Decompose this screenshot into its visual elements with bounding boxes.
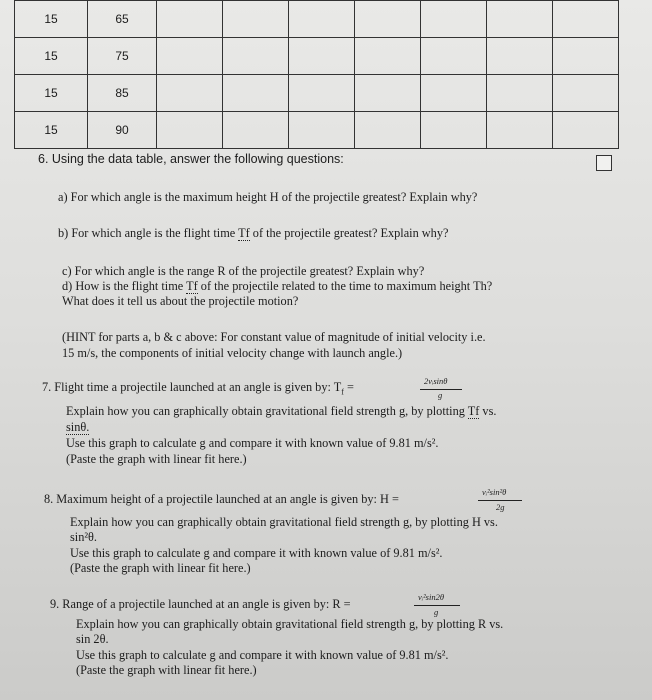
question-9-line3: sin 2θ.	[76, 632, 109, 646]
question-7-text: 7. Flight time a projectile launched at an angle is given by: T	[42, 380, 342, 394]
table-cell	[223, 75, 289, 112]
table-cell	[421, 75, 487, 112]
table-cell	[223, 38, 289, 75]
question-8-line3: sin²θ.	[70, 530, 98, 544]
question-8-line1: 8. Maximum height of a projectile launched at an angle is given by: H =	[44, 492, 399, 506]
table-cell	[487, 75, 553, 112]
checkbox[interactable]	[596, 155, 612, 171]
formula-denominator: 2g	[496, 502, 505, 512]
table-cell	[553, 112, 619, 149]
table-cell	[157, 75, 223, 112]
hint-line-2: 15 m/s, the components of initial velocity change with launch angle.)	[62, 346, 403, 360]
table-cell: 75	[88, 38, 157, 75]
question-9-line5: (Paste the graph with linear fit here.)	[76, 663, 257, 677]
hint-line-1: (HINT for parts a, b & c above: For constant value of magnitude of initial velocity i.e.	[62, 330, 486, 344]
table-cell: 15	[15, 75, 88, 112]
table-cell	[223, 1, 289, 38]
question-7-vs: vs.	[479, 404, 497, 418]
question-6d-pre: d) How is the flight time	[62, 279, 187, 293]
question-7-line1	[42, 380, 354, 399]
table-cell	[355, 1, 421, 38]
table-row	[15, 1, 619, 38]
question-9-line2: Explain how you can graphically obtain gravitational field strength g, by plotting R vs.	[76, 617, 504, 631]
question-9-line4: Use this graph to calculate g and compare it with known value of 9.81 m/s².	[76, 648, 449, 662]
question-7-line4: Use this graph to calculate g and compare it with known value of 9.81 m/s².	[66, 436, 439, 450]
data-table	[14, 0, 619, 149]
question-7-line3	[66, 420, 89, 435]
fraction-bar	[478, 500, 522, 501]
table-cell	[421, 38, 487, 75]
table-cell	[289, 1, 355, 38]
table-cell	[421, 1, 487, 38]
question-6d	[62, 279, 492, 294]
table-cell	[223, 112, 289, 149]
formula-numerator: vᵢ²sin2θ	[418, 592, 445, 602]
formula-numerator: vᵢ²sin²θ	[482, 487, 507, 497]
question-6d-line2: What does it tell us about the projectile motion?	[62, 294, 299, 308]
table-cell	[157, 38, 223, 75]
table-cell: 85	[88, 75, 157, 112]
table-cell: 15	[15, 1, 88, 38]
flight-time-symbol: Tf	[238, 226, 250, 240]
table-cell	[553, 75, 619, 112]
sin-theta: sinθ.	[66, 420, 90, 434]
question-6c: c) For which angle is the range R of the projectile greatest? Explain why?	[62, 264, 425, 278]
table-cell	[289, 75, 355, 112]
question-7-explain: Explain how you can graphically obtain gravitational field strength g, by plotting	[66, 404, 468, 418]
table-row	[15, 112, 619, 149]
equals-sign: =	[343, 380, 354, 394]
question-8-line5: (Paste the graph with linear fit here.)	[70, 561, 251, 575]
formula-denominator: g	[434, 607, 439, 617]
question-6d-post: of the projectile related to the time to maximum height Th?	[197, 279, 493, 293]
question-6b-pre: b) For which angle is the flight time	[58, 226, 239, 240]
table-row	[15, 38, 619, 75]
question-9-line1: 9. Range of a projectile launched at an angle is given by: R =	[50, 597, 351, 611]
question-6a: a) For which angle is the maximum height H of the projectile greatest? Explain why?	[58, 190, 478, 204]
question-7-line5: (Paste the graph with linear fit here.)	[66, 452, 247, 466]
question-6b-post: of the projectile greatest? Explain why?	[249, 226, 449, 240]
table-cell: 90	[88, 112, 157, 149]
table-cell: 15	[15, 38, 88, 75]
question-6b	[58, 226, 448, 241]
fraction-bar	[414, 605, 460, 606]
question-7-line2	[66, 404, 496, 419]
table-cell	[289, 112, 355, 149]
table-cell	[553, 1, 619, 38]
table-cell	[487, 112, 553, 149]
table-cell	[355, 38, 421, 75]
table-cell	[157, 1, 223, 38]
table-cell	[157, 112, 223, 149]
flight-time-symbol: Tf	[186, 279, 198, 293]
table-cell	[553, 38, 619, 75]
table-cell	[355, 112, 421, 149]
table-cell	[355, 75, 421, 112]
formula-numerator: 2vᵢsinθ	[424, 376, 448, 386]
flight-time-symbol: Tf	[467, 404, 480, 418]
table-cell: 65	[88, 1, 157, 38]
table-row	[15, 75, 619, 112]
question-6-title: 6. Using the data table, answer the following questions:	[38, 152, 344, 166]
table-cell	[289, 38, 355, 75]
table-cell	[487, 1, 553, 38]
formula-denominator: g	[438, 390, 443, 400]
question-8-line2: Explain how you can graphically obtain gravitational field strength g, by plotting H vs.	[70, 515, 498, 529]
subscript-f: f	[341, 387, 344, 397]
table-cell: 15	[15, 112, 88, 149]
table-cell	[421, 112, 487, 149]
table-cell	[487, 38, 553, 75]
question-8-line4: Use this graph to calculate g and compare it with known value of 9.81 m/s².	[70, 546, 443, 560]
